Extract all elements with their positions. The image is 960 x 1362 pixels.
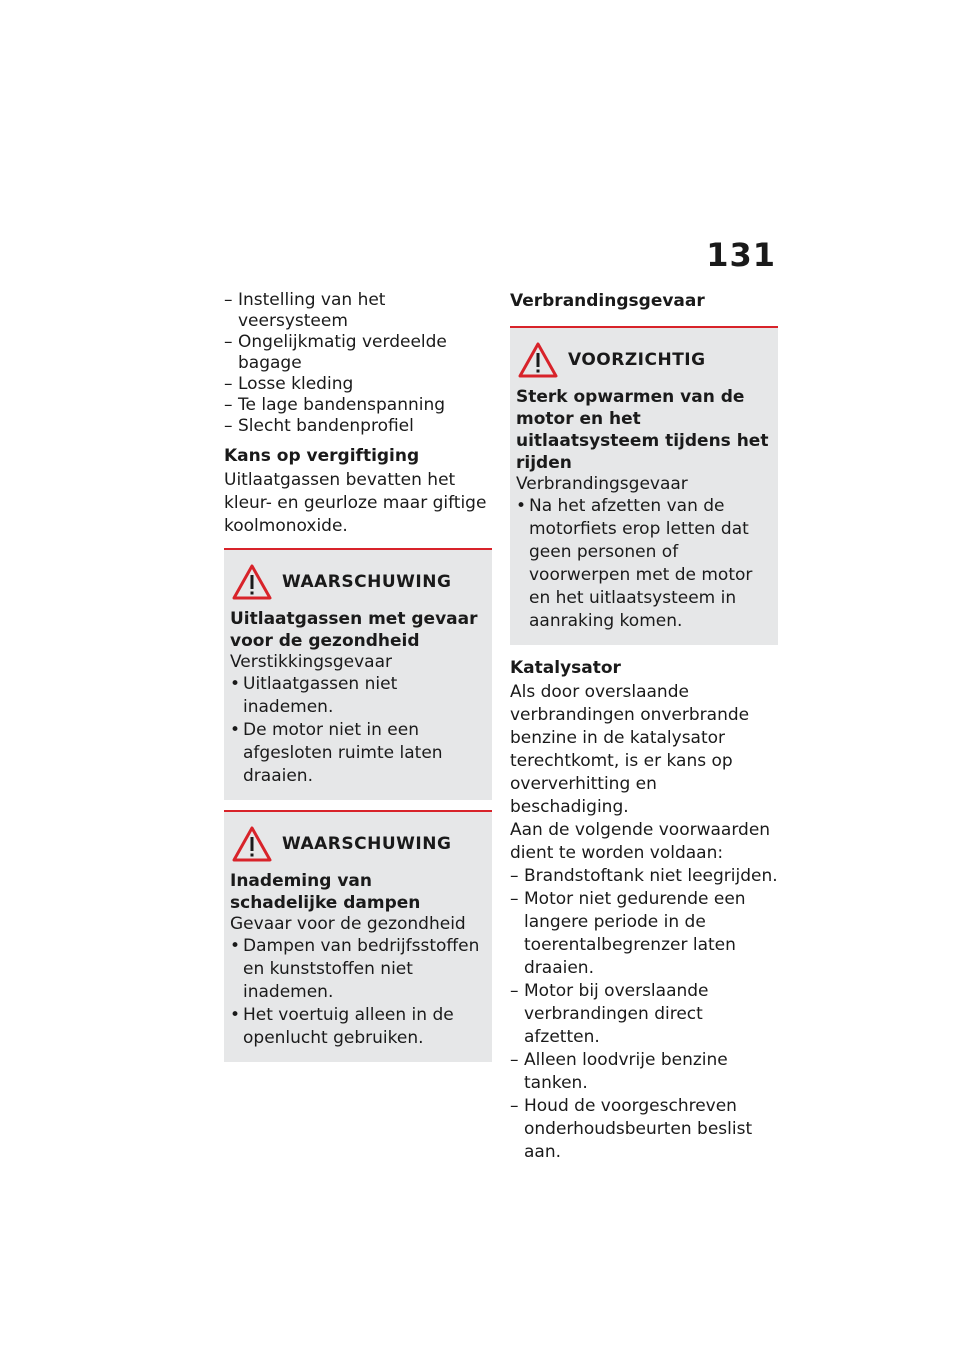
warning-box xyxy=(224,548,492,800)
caution-header xyxy=(516,342,770,378)
warning-instructions xyxy=(230,673,484,788)
right-column xyxy=(510,290,778,1164)
catalyst-text: Als door overslaande verbrandingen onverbrande benzine in de katalysator terechtkomt, is er kans op oververhitting en beschadiging. xyxy=(510,682,750,817)
caution-instructions xyxy=(516,495,770,633)
warning-header xyxy=(230,564,484,600)
list-item: • Uitlaatgassen niet inademen. xyxy=(230,673,484,719)
list-item: – Instelling van het veersysteem xyxy=(224,290,492,332)
caution-box xyxy=(510,326,778,645)
warning-box xyxy=(224,810,492,1062)
list-item: – Ongelijkmatig verdeelde bagage xyxy=(224,332,492,374)
left-column xyxy=(224,290,492,1062)
list-item: – Motor niet gedurende een langere periode in de toerentalbegrenzer laten draaien. xyxy=(510,888,778,980)
warning-triangle-icon xyxy=(232,564,272,600)
list-item: – Losse kleding xyxy=(224,374,492,395)
list-item: – Slecht bandenprofiel xyxy=(224,416,492,437)
warning-title: WAARSCHUWING xyxy=(282,834,452,854)
list-item: – Motor bij overslaande verbrandingen direct afzetten. xyxy=(510,980,778,1049)
page-number: 131 xyxy=(706,236,776,274)
list-item: – Te lage bandenspanning xyxy=(224,395,492,416)
list-item: • Dampen van bedrijfsstoffen en kunststoffen niet inademen. xyxy=(230,935,484,1004)
warning-subject: Inademing van schadelijke dampen xyxy=(230,871,421,913)
list-item: – Houd de voorgeschreven onderhoudsbeurten beslist aan. xyxy=(510,1095,778,1164)
warning-title: WAARSCHUWING xyxy=(282,572,452,592)
warning-consequence: Verstikkingsgevaar xyxy=(230,652,392,672)
warning-triangle-icon xyxy=(518,342,558,378)
list-item: – Brandstoftank niet leegrijden. xyxy=(510,865,778,888)
intro-list xyxy=(224,290,492,437)
caution-subject: Sterk opwarmen van de motor en het uitlaatsysteem tijdens het rijden xyxy=(516,387,769,473)
catalyst-conditions-intro: Aan de volgende voorwaarden dient te worden voldaan: xyxy=(510,820,771,863)
warning-header xyxy=(230,826,484,862)
poison-heading: Kans op vergiftiging xyxy=(224,446,420,466)
caution-consequence: Verbrandingsgevaar xyxy=(516,474,688,494)
catalyst-list xyxy=(510,865,778,1164)
warning-subject: Uitlaatgassen met gevaar voor de gezondheid xyxy=(230,609,478,651)
warning-instructions xyxy=(230,935,484,1050)
warning-triangle-icon xyxy=(232,826,272,862)
warning-consequence: Gevaar voor de gezondheid xyxy=(230,914,466,934)
poison-text: Uitlaatgassen bevatten het kleur- en geurloze maar giftige koolmonoxide. xyxy=(224,470,487,536)
list-item: • Na het afzetten van de motorfiets erop letten dat geen personen of voorwerpen met de motor en het uitlaatsysteem in aanraking komen. xyxy=(516,495,770,633)
catalyst-heading: Katalysator xyxy=(510,658,621,678)
burn-heading: Verbrandingsgevaar xyxy=(510,291,705,311)
caution-title: VOORZICHTIG xyxy=(568,350,706,370)
list-item: – Alleen loodvrije benzine tanken. xyxy=(510,1049,778,1095)
list-item: • De motor niet in een afgesloten ruimte laten draaien. xyxy=(230,719,484,788)
list-item: • Het voertuig alleen in de openlucht gebruiken. xyxy=(230,1004,484,1050)
